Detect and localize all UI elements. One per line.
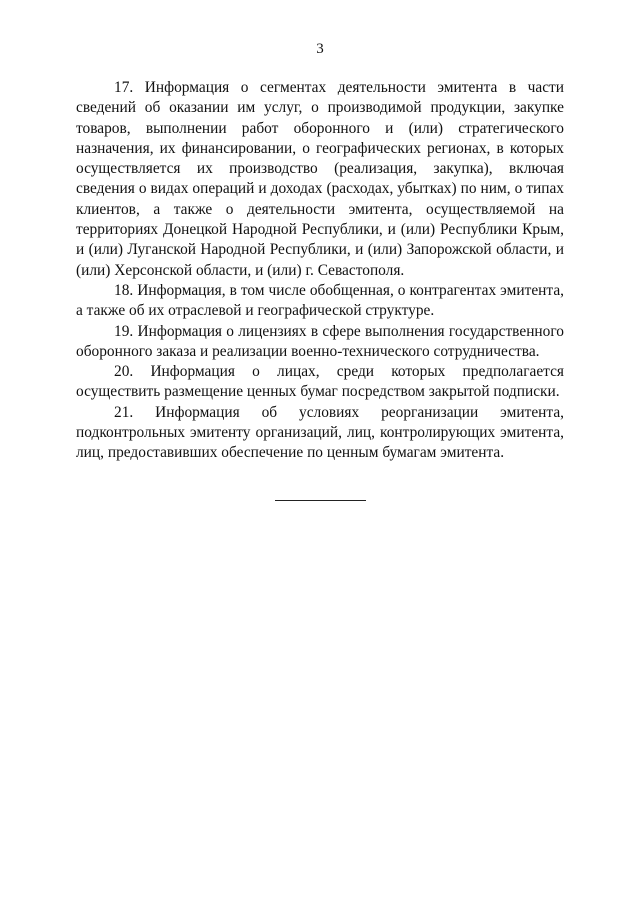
paragraph-21: 21. Информация об условиях реорганизации эмитента, подконтрольных эмитенту организаций, лиц, контролирующих эмитента, лиц, предоставивших обеспечение по ценным бумагам эмитента. (76, 403, 564, 462)
paragraph-17: 17. Информация о сегментах деятельности эмитента в части сведений об оказании им услуг, о производимой продукции, закупке товаров, выполнении работ оборонного и (или) стратегического назначения, их финансировании, о географических регионах, в которых осуществляется их производство (реализация, закупка), включая сведения о видах операций и доходах (расходах, убытках) по ним, о типах клиентов, а также о деятельности эмитента, осуществляемой на территориях Донецкой Народной Республики, и (или) Республики Крым, и (или) Луганской Народной Республики, и (или) Запорожской области, и (или) Херсонской области, и (или) г. Севастополя. (76, 79, 564, 279)
document-body (76, 78, 564, 464)
end-separator-line (275, 500, 366, 501)
paragraph-20: 20. Информация о лицах, среди которых предполагается осуществить размещение ценных бумаг посредством закрытой подписки. (76, 363, 564, 401)
page-number: 3 (316, 41, 324, 57)
paragraph-18: 18. Информация, в том числе обобщенная, о контрагентах эмитента, а также об их отраслевой и географической структуре. (76, 281, 564, 320)
paragraph-19: 19. Информация о лицензиях в сфере выполнения государственного оборонного заказа и реализации военно-технического сотрудничества. (76, 322, 564, 360)
